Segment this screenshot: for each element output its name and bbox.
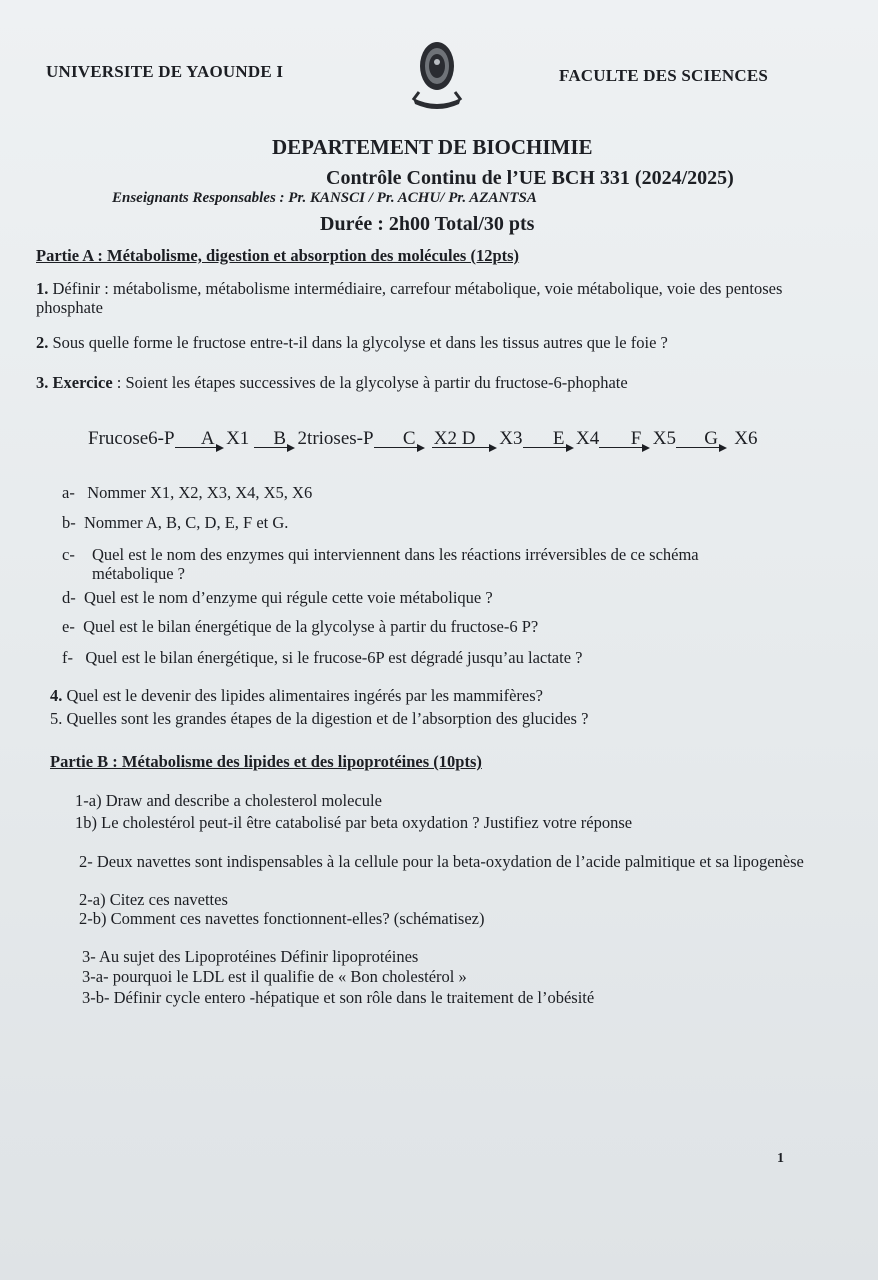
scheme-enzyme-d: D <box>461 428 476 449</box>
part-b-line-3b: 3-b- Définir cycle entero -hépatique et son rôle dans le traitement de l’obésité <box>82 988 595 1007</box>
scheme-arrow-f <box>599 430 643 448</box>
sub-question-f <box>62 648 582 667</box>
part-b-line-1a: 1-a) Draw and describe a cholesterol molecule <box>75 791 382 810</box>
scheme-start-compound: Frucose6-P <box>88 428 175 449</box>
sub-question-f-label: f- <box>62 648 73 667</box>
question-1-number: 1. <box>36 279 49 298</box>
scheme-compound-x4: X4 <box>576 428 600 449</box>
scheme-arrow-b <box>254 430 288 448</box>
scheme-enzyme-e: E <box>552 428 565 449</box>
sub-question-a-text: Nommer X1, X2, X3, X4, X5, X6 <box>87 483 313 502</box>
question-5: 5. Quelles sont les grandes étapes de la digestion et de l’absorption des glucides ? <box>50 709 589 728</box>
glycolysis-scheme <box>88 428 757 450</box>
question-3 <box>36 373 628 392</box>
part-b-line-3a: 3-a- pourquoi le LDL est il qualifie de « Bon cholestérol » <box>82 967 467 986</box>
question-3-text: : Soient les étapes successives de la glycolyse à partir du fructose-6-phophate <box>112 373 628 392</box>
question-4-text: Quel est le devenir des lipides alimentaires ingérés par les mammifères? <box>66 686 543 705</box>
scheme-compound-x5: X5 <box>652 428 676 449</box>
sub-question-a <box>62 483 312 502</box>
university-name: UNIVERSITE DE YAOUNDE I <box>46 62 284 81</box>
scheme-enzyme-f: F <box>630 428 642 449</box>
sub-question-b-label: b- <box>62 513 76 532</box>
scheme-enzyme-b: B <box>273 428 287 449</box>
question-4-number: 4. <box>50 686 63 705</box>
department-title: DEPARTEMENT DE BIOCHIMIE <box>272 135 593 159</box>
sub-question-d <box>62 588 493 607</box>
sub-question-e-text: Quel est le bilan énergétique de la glycolyse à partir du fructose-6 P? <box>83 617 539 636</box>
question-2 <box>36 333 668 352</box>
sub-question-d-label: d- <box>62 588 76 607</box>
part-b-title: Partie B : Métabolisme des lipides et des lipoprotéines (10pts) <box>50 752 482 771</box>
question-2-number: 2. <box>36 333 49 352</box>
question-4 <box>50 686 543 705</box>
scheme-arrow-d <box>432 430 490 448</box>
sub-question-a-label: a- <box>62 483 75 502</box>
scheme-compound-x6: X6 <box>734 428 758 449</box>
question-1 <box>36 279 826 317</box>
scheme-compound-x3: X3 <box>499 428 523 449</box>
scheme-trioses: 2trioses-P <box>297 428 374 449</box>
scheme-arrow-a <box>175 430 217 448</box>
part-b-line-2a: 2-a) Citez ces navettes <box>79 890 228 909</box>
sub-question-c-label: c- <box>62 545 75 564</box>
sub-question-b-text: Nommer A, B, C, D, E, F et G. <box>84 513 289 532</box>
university-seal-logo <box>409 36 465 112</box>
sub-question-b <box>62 513 288 532</box>
part-b-line-2b: 2-b) Comment ces navettes fonctionnent-elles? (schématisez) <box>79 909 485 928</box>
question-1-text: Définir : métabolisme, métabolisme intermédiaire, carrefour métabolique, voie métabolique, voie des pentoses phosphate <box>36 279 783 317</box>
faculty-name: FACULTE DES SCIENCES <box>559 66 769 85</box>
scheme-arrow-c <box>374 430 418 448</box>
question-3-number: 3. Exercice <box>36 373 113 392</box>
sub-question-f-text: Quel est le bilan énergétique, si le frucose-6P est dégradé jusqu’au lactate ? <box>85 648 583 667</box>
scheme-enzyme-a: A <box>200 428 215 449</box>
part-b-line-2: 2- Deux navettes sont indispensables à la cellule pour la beta-oxydation de l’acide palmitique et sa lipogenèse <box>79 852 804 871</box>
part-b-line-3: 3- Au sujet des Lipoprotéines Définir lipoprotéines <box>82 947 419 966</box>
sub-question-c-text: Quel est le nom des enzymes qui interviennent dans les réactions irréversibles de ce schéma métabolique ? <box>92 545 699 583</box>
sub-question-e <box>62 617 538 636</box>
scheme-arrow-e <box>523 430 567 448</box>
scheme-arrow-g <box>676 430 720 448</box>
scheme-enzyme-c: C <box>402 428 416 449</box>
teachers-line: Enseignants Responsables : Pr. KANSCI / Pr. ACHU/ Pr. AZANTSA <box>112 190 537 206</box>
scheme-enzyme-g: G <box>704 428 718 449</box>
exam-title: Contrôle Continu de l’UE BCH 331 (2024/2025) <box>326 167 734 189</box>
sub-question-d-text: Quel est le nom d’enzyme qui régule cette voie métabolique ? <box>84 588 493 607</box>
sub-question-e-label: e- <box>62 617 75 636</box>
question-2-text: Sous quelle forme le fructose entre-t-il dans la glycolyse et dans les tissus autres que le foie ? <box>48 333 668 352</box>
sub-question-c <box>62 545 75 564</box>
page-number: 1 <box>777 1151 784 1166</box>
part-a-title: Partie A : Métabolisme, digestion et absorption des molécules (12pts) <box>36 246 520 265</box>
duration-line: Durée : 2h00 Total/30 pts <box>320 213 535 235</box>
part-b-line-1b: 1b) Le cholestérol peut-il être catabolisé par beta oxydation ? Justifiez votre réponse <box>75 813 633 832</box>
scheme-compound-x1: X1 <box>226 428 250 449</box>
scheme-compound-x2: X2 <box>433 428 458 449</box>
